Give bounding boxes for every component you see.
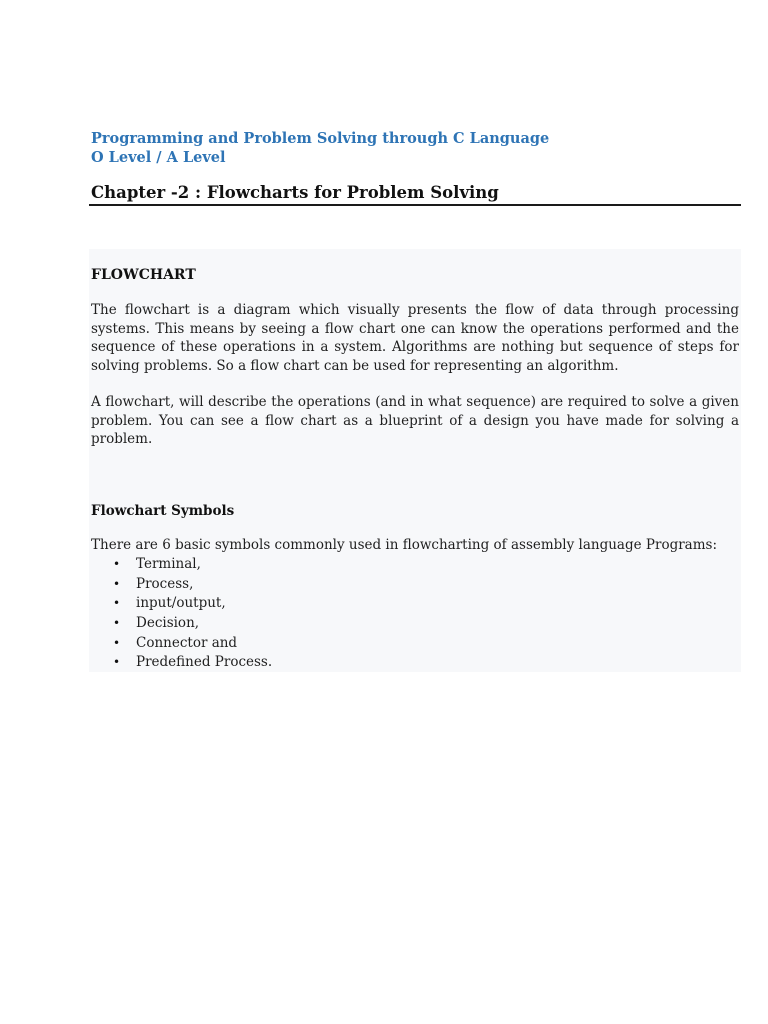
paragraph-flowchart-definition: The flowchart is a diagram which visually presents the flow of data through processing systems. This means by seeing a flow chart one can know the operations performed and the sequence of these operations in a system. Algorithms are nothing but sequence of steps for solving problems. So a flow chart can be used for representing an algorithm. — [91, 302, 739, 374]
chapter-divider — [89, 204, 741, 206]
list-item-text: Terminal, — [136, 556, 201, 572]
symbols-intro: There are 6 basic symbols commonly used in flowcharting of assembly language Programs: — [91, 537, 717, 553]
course-level: O Level / A Level — [91, 149, 226, 166]
bullet-icon: • — [113, 576, 121, 591]
list-item-text: Connector and — [136, 634, 238, 651]
bullet-icon: • — [113, 557, 121, 571]
symbols-heading: Flowchart Symbols — [91, 503, 235, 519]
list-item-text: input/output, — [136, 595, 226, 612]
list-item-text: Decision, — [136, 615, 200, 632]
bullet-icon: • — [113, 655, 121, 670]
list-item-text: Process, — [136, 575, 194, 592]
bullet-icon: • — [113, 616, 121, 631]
bullet-icon: • — [113, 596, 121, 611]
list-item-text: Predefined Process. — [136, 654, 273, 671]
paragraph-flowchart-purpose: A flowchart, will describe the operations (and in what sequence) are required to solve a given problem. You can see a flow chart as a blueprint of a design you have made for solving a problem. — [91, 394, 739, 447]
bullet-icon: • — [113, 635, 121, 650]
chapter-title: Chapter -2 : Flowcharts for Problem Solving — [91, 183, 499, 202]
section-heading: FLOWCHART — [91, 267, 196, 283]
course-title: Programming and Problem Solving through C Language — [91, 130, 550, 147]
